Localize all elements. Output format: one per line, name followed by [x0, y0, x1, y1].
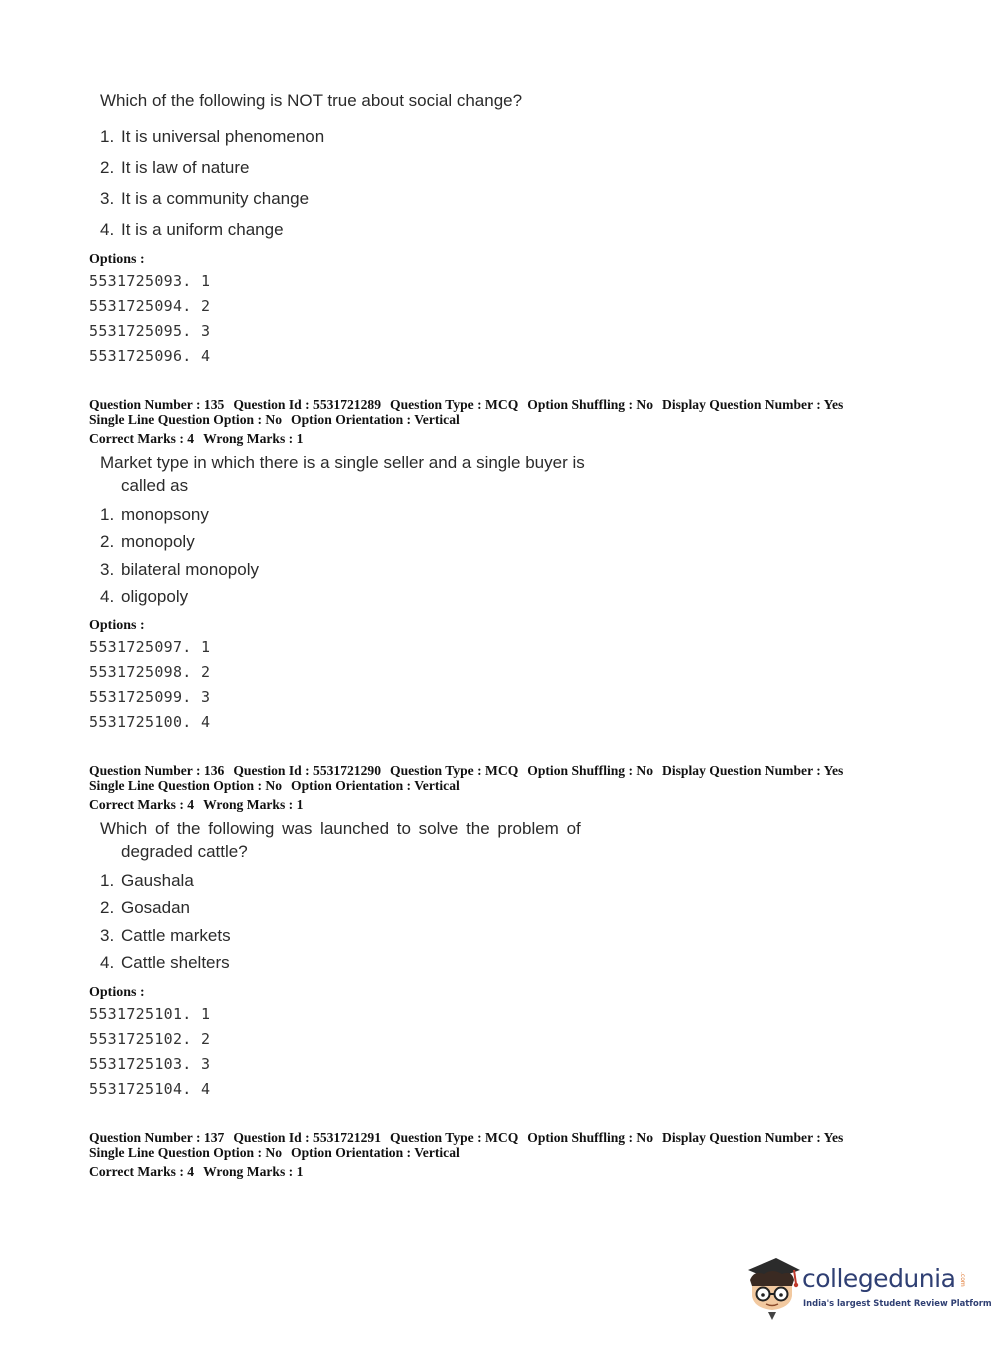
option-id: 5531725094. 2: [89, 297, 211, 315]
logo-wordmark: collegedunia: [802, 1264, 956, 1293]
question-meta: Question Number : 137 Question Id : 5531721291 Question Type : MCQ Option Shuffling : No Display Question Number : Yes Single Line Question Option : No Option Orientation : Vertical: [89, 1130, 844, 1160]
answer-choice: 4. oligopoly: [100, 587, 189, 606]
option-id: 5531725103. 3: [89, 1055, 211, 1073]
answer-choice: 2. Gosadan: [100, 898, 190, 917]
option-id: 5531725098. 2: [89, 663, 211, 681]
logo-dotcom: .com: [959, 1272, 966, 1287]
answer-choice: 3. Cattle markets: [100, 926, 231, 945]
question-meta: Question Number : 136 Question Id : 5531721290 Question Type : MCQ Option Shuffling : No Display Question Number : Yes Single Line Question Option : No Option Orientation : Vertical: [89, 763, 844, 793]
options-heading: Options :: [89, 618, 145, 633]
answer-choice: 4. Cattle shelters: [100, 953, 230, 972]
question-marks: Correct Marks : 4 Wrong Marks : 1: [89, 1164, 304, 1179]
options-heading: Options :: [89, 252, 145, 267]
option-id: 5531725095. 3: [89, 322, 211, 340]
option-id: 5531725104. 4: [89, 1080, 211, 1098]
question-text: Market type in which there is a single seller and a single buyer is called as: [100, 453, 585, 495]
question-text: Which of the following is NOT true about social change?: [100, 91, 523, 110]
answer-choice: 2. monopoly: [100, 532, 195, 551]
options-heading: Options :: [89, 985, 145, 1000]
question-marks: Correct Marks : 4 Wrong Marks : 1: [89, 431, 304, 446]
question-marks: Correct Marks : 4 Wrong Marks : 1: [89, 797, 304, 812]
option-id: 5531725096. 4: [89, 347, 211, 365]
answer-choice: 3. bilateral monopoly: [100, 560, 259, 579]
answer-choice: 1. It is universal phenomenon: [100, 127, 325, 146]
answer-choice: 2. It is law of nature: [100, 158, 250, 177]
answer-choice: 1. Gaushala: [100, 871, 194, 890]
question-meta: Question Number : 135 Question Id : 5531721289 Question Type : MCQ Option Shuffling : No Display Question Number : Yes Single Line Question Option : No Option Orientation : Vertical: [89, 397, 844, 427]
answer-choice: 3. It is a community change: [100, 189, 310, 208]
option-id: 5531725093. 1: [89, 272, 211, 290]
option-id: 5531725097. 1: [89, 638, 211, 656]
answer-choice: 4. It is a uniform change: [100, 220, 284, 239]
option-id: 5531725099. 3: [89, 688, 211, 706]
mascot-icon: [742, 1250, 802, 1322]
option-id: 5531725101. 1: [89, 1005, 211, 1023]
option-id: 5531725100. 4: [89, 713, 211, 731]
answer-choice: 1. monopsony: [100, 505, 209, 524]
collegedunia-logo: [742, 1250, 992, 1322]
logo-tagline: India's largest Student Review Platform: [803, 1298, 992, 1308]
option-id: 5531725102. 2: [89, 1030, 211, 1048]
question-text: Which of the following was launched to solve the problem of degraded cattle?: [100, 819, 581, 861]
